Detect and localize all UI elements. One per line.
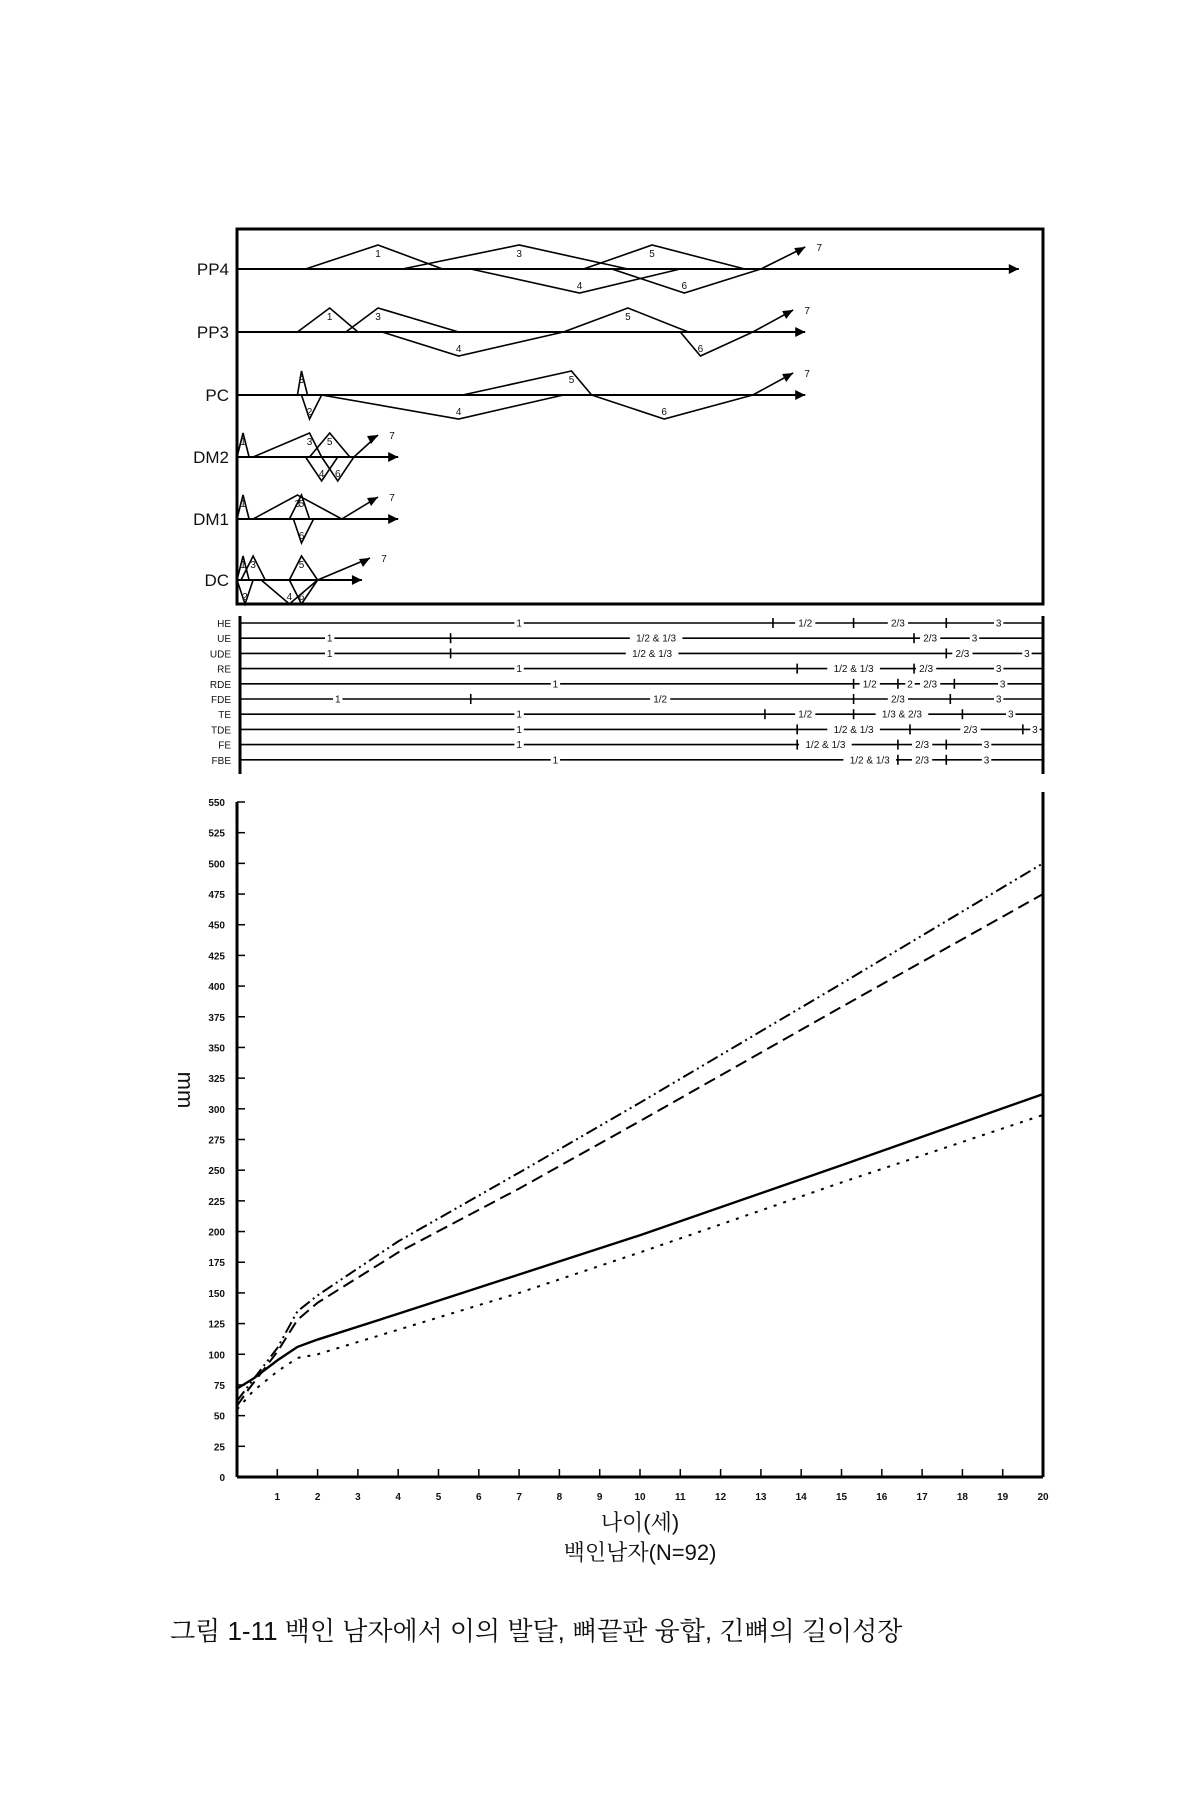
fusion-stage-label: 1 bbox=[516, 740, 522, 752]
x-axis-label: 나이(세) bbox=[600, 1510, 680, 1535]
fusion-stage-label: 1/2 bbox=[653, 694, 668, 706]
fusion-stage-label: 2/3 bbox=[915, 755, 930, 767]
tooth-stage-number: 3 bbox=[516, 249, 522, 260]
epiphyseal-fusion-panel bbox=[210, 618, 1043, 767]
tooth-stage-number: 6 bbox=[298, 531, 305, 542]
x-tick-label: 14 bbox=[795, 1492, 807, 1503]
fusion-stage-label: 1/2 & 1/3 bbox=[632, 648, 673, 660]
fusion-row-label: RDE bbox=[209, 679, 231, 691]
tooth-row-label: PC bbox=[205, 386, 229, 405]
y-tick-label: 100 bbox=[208, 1350, 225, 1362]
tooth-row-label: PP4 bbox=[196, 260, 229, 279]
tooth-row-axis-arrowhead bbox=[795, 327, 805, 337]
fusion-stage-label: 1 bbox=[334, 694, 341, 706]
fusion-stage-label: 1 bbox=[516, 618, 522, 630]
tooth-stage-number: 5 bbox=[298, 560, 305, 571]
fusion-stage-label: 2/3 bbox=[923, 633, 938, 645]
y-tick-label: 500 bbox=[208, 859, 225, 871]
y-tick-label: 50 bbox=[213, 1411, 225, 1423]
y-tick-label: 275 bbox=[208, 1135, 225, 1147]
fusion-stage-label: 1/2 bbox=[862, 679, 877, 691]
fusion-stage-label: 1/3 & 2/3 bbox=[881, 709, 922, 721]
tooth-stage-number: 5 bbox=[625, 312, 631, 323]
fusion-stage-label: 2/3 bbox=[890, 618, 905, 630]
fusion-stage-label: 1/2 & 1/3 bbox=[805, 740, 846, 752]
fusion-stage-label: 1 bbox=[326, 648, 333, 660]
fusion-stage-label: 2/3 bbox=[915, 740, 930, 752]
y-tick-label: 250 bbox=[208, 1166, 225, 1178]
tooth-stage-number: 4 bbox=[286, 592, 293, 603]
tooth-stage-number: 2 bbox=[306, 407, 313, 418]
fusion-row-label: FDE bbox=[211, 695, 231, 706]
tooth-stage-segment bbox=[322, 395, 564, 419]
tooth-stage-number: 2 bbox=[242, 592, 248, 603]
tooth-stage-number: 6 bbox=[681, 281, 688, 292]
bone-length-series-line bbox=[237, 1094, 1043, 1389]
y-tick-label: 350 bbox=[208, 1043, 225, 1055]
fusion-stage-label: 3 bbox=[1032, 724, 1038, 736]
fusion-stage-label: 3 bbox=[1007, 709, 1014, 721]
tooth-stage-number: 1 bbox=[240, 560, 246, 571]
y-tick-label: 450 bbox=[208, 920, 225, 932]
tooth-stage-segment bbox=[382, 332, 563, 356]
tooth-stage-number: 4 bbox=[318, 469, 325, 480]
y-tick-label: 525 bbox=[208, 828, 225, 840]
tooth-stage-number: 6 bbox=[697, 344, 704, 355]
y-tick-label: 150 bbox=[208, 1288, 225, 1300]
fusion-stage-label: 2/3 bbox=[963, 724, 978, 736]
fusion-stage-label: 1 bbox=[516, 709, 522, 721]
fusion-stage-label: 1 bbox=[326, 633, 333, 645]
x-tick-label: 7 bbox=[516, 1492, 522, 1503]
fusion-stage-label: 1/2 bbox=[798, 709, 813, 721]
fusion-row-label: FBE bbox=[211, 755, 231, 767]
bone-length-series-line bbox=[237, 1115, 1043, 1410]
tooth-stage-number: 7 bbox=[381, 554, 387, 565]
y-tick-label: 475 bbox=[208, 890, 225, 902]
fusion-row-label: RE bbox=[217, 664, 231, 676]
tooth-stage-number: 6 bbox=[298, 592, 305, 603]
tooth-stage-number: 5 bbox=[568, 375, 575, 386]
fusion-stage-label: 1 bbox=[552, 755, 559, 767]
fusion-stage-label: 1/2 & 1/3 bbox=[849, 755, 890, 767]
tooth-row-axis-arrowhead bbox=[352, 575, 362, 585]
figure-subtitle: 백인남자(N=92) bbox=[563, 1540, 717, 1565]
fusion-stage-label: 2/3 bbox=[890, 694, 905, 706]
tooth-row-axis-arrowhead bbox=[795, 390, 805, 400]
fusion-stage-label: 3 bbox=[983, 740, 990, 752]
bone-length-series-line bbox=[237, 863, 1043, 1401]
fusion-stage-label: 1/2 & 1/3 bbox=[636, 633, 677, 645]
tooth-stage-number: 1 bbox=[240, 437, 246, 448]
fusion-stage-label: 2/3 bbox=[955, 648, 970, 660]
x-tick-label: 16 bbox=[876, 1492, 888, 1503]
x-tick-label: 10 bbox=[634, 1492, 646, 1503]
fusion-row-label: TDE bbox=[211, 725, 231, 737]
tooth-row-axis-arrowhead bbox=[1009, 264, 1019, 274]
tooth-stage-number: 7 bbox=[804, 306, 810, 317]
tooth-stage-number: 1 bbox=[375, 249, 381, 260]
fusion-stage-label: 2/3 bbox=[923, 679, 938, 691]
tooth-row-label: DC bbox=[204, 571, 229, 590]
y-tick-label: 550 bbox=[208, 798, 225, 809]
fusion-row-label: UDE bbox=[209, 649, 231, 661]
y-tick-label: 75 bbox=[213, 1380, 225, 1392]
x-tick-label: 15 bbox=[835, 1492, 848, 1503]
tooth-row-label: PP3 bbox=[196, 323, 229, 342]
x-tick-label: 20 bbox=[1037, 1492, 1049, 1503]
tooth-stage-number: 4 bbox=[576, 281, 583, 292]
tooth-stage-number: 4 bbox=[455, 407, 462, 418]
tooth-stage-number: 5 bbox=[298, 499, 305, 510]
tooth-eruption-arrowhead bbox=[367, 497, 378, 506]
fusion-stage-label: 3 bbox=[983, 755, 990, 767]
fusion-stage-label: 3 bbox=[995, 618, 1002, 630]
fusion-row-label: HE bbox=[217, 619, 231, 630]
x-tick-label: 18 bbox=[956, 1492, 968, 1503]
fusion-stage-label: 2/3 bbox=[919, 664, 934, 676]
x-tick-label: 1 bbox=[274, 1492, 281, 1503]
tooth-stage-number: 6 bbox=[334, 469, 341, 480]
y-tick-label: 425 bbox=[208, 951, 225, 963]
y-axis-label: mm bbox=[173, 1071, 198, 1109]
tooth-stage-number: 3 bbox=[375, 312, 381, 323]
y-tick-label: 25 bbox=[213, 1442, 225, 1454]
x-tick-label: 17 bbox=[916, 1492, 928, 1503]
fusion-stage-label: 3 bbox=[971, 633, 978, 645]
tooth-stage-number: 5 bbox=[326, 437, 333, 448]
fusion-stage-label: 3 bbox=[1024, 648, 1030, 660]
y-tick-label: 400 bbox=[208, 982, 225, 994]
fusion-stage-label: 1 bbox=[516, 724, 522, 736]
y-tick-label: 225 bbox=[208, 1196, 225, 1208]
tooth-stage-number: 3 bbox=[250, 560, 256, 571]
figure-caption: 그림 1-11 백인 남자에서 이의 발달, 뼈끝판 융합, 긴뼈의 길이성장 bbox=[170, 1616, 903, 1646]
fusion-stage-label: 2 bbox=[907, 679, 913, 691]
x-tick-label: 6 bbox=[476, 1492, 482, 1503]
x-tick-label: 5 bbox=[435, 1492, 442, 1503]
fusion-stage-label: 1/2 & 1/3 bbox=[833, 664, 874, 676]
fusion-stage-label: 3 bbox=[999, 679, 1006, 691]
fusion-row-label: UE bbox=[217, 634, 231, 646]
tooth-stage-number: 1 bbox=[326, 312, 333, 323]
x-tick-label: 12 bbox=[715, 1492, 727, 1503]
tooth-stage-number: 3 bbox=[298, 375, 305, 386]
tooth-stage-segment bbox=[346, 308, 459, 332]
x-tick-label: 3 bbox=[355, 1492, 361, 1503]
tooth-development-panel bbox=[193, 243, 1019, 604]
tooth-row-axis-arrowhead bbox=[388, 514, 398, 524]
tooth-row-label: DM2 bbox=[193, 448, 229, 467]
tooth-stage-number: 3 bbox=[306, 437, 313, 448]
tooth-panel-frame bbox=[237, 229, 1043, 604]
tooth-stage-segment bbox=[680, 332, 753, 356]
fusion-stage-label: 1 bbox=[552, 679, 559, 691]
fusion-stage-label: 3 bbox=[995, 664, 1002, 676]
fusion-stage-label: 3 bbox=[995, 694, 1002, 706]
tooth-row-axis-arrowhead bbox=[388, 452, 398, 462]
tooth-stage-number: 7 bbox=[816, 243, 823, 254]
tooth-stage-number: 3 bbox=[294, 499, 301, 510]
x-tick-label: 2 bbox=[314, 1492, 321, 1503]
tooth-stage-number: 1 bbox=[240, 499, 246, 510]
tooth-stage-number: 4 bbox=[455, 344, 462, 355]
x-tick-label: 13 bbox=[755, 1492, 767, 1503]
y-tick-label: 125 bbox=[208, 1319, 225, 1331]
x-tick-label: 11 bbox=[675, 1492, 686, 1503]
bone-length-series-line bbox=[237, 894, 1043, 1406]
tooth-row-label: DM1 bbox=[193, 510, 229, 529]
y-tick-label: 325 bbox=[208, 1074, 225, 1086]
y-tick-label: 300 bbox=[208, 1104, 225, 1116]
tooth-stage-number: 6 bbox=[661, 407, 667, 418]
y-tick-label: 175 bbox=[208, 1258, 225, 1270]
tooth-stage-number: 7 bbox=[804, 369, 810, 380]
tooth-stage-number: 7 bbox=[389, 493, 395, 504]
tooth-stage-number: 7 bbox=[389, 431, 395, 442]
fusion-row-label: FE bbox=[218, 740, 231, 752]
y-tick-label: 0 bbox=[219, 1473, 225, 1484]
fusion-row-label: TE bbox=[218, 710, 231, 722]
x-tick-label: 4 bbox=[395, 1492, 401, 1503]
x-tick-label: 8 bbox=[556, 1492, 563, 1503]
tooth-stage-number: 5 bbox=[649, 249, 655, 260]
tooth-stage-segment bbox=[592, 395, 753, 419]
x-tick-label: 19 bbox=[997, 1492, 1009, 1503]
y-tick-label: 200 bbox=[208, 1227, 225, 1239]
fusion-stage-label: 1/2 & 1/3 bbox=[833, 724, 874, 736]
y-tick-label: 375 bbox=[208, 1012, 225, 1024]
bone-length-panel bbox=[208, 798, 1049, 1503]
fusion-stage-label: 1 bbox=[516, 664, 522, 676]
tooth-stage-segment bbox=[584, 245, 745, 269]
fusion-stage-label: 1/2 bbox=[798, 618, 813, 630]
x-tick-label: 9 bbox=[596, 1492, 603, 1503]
